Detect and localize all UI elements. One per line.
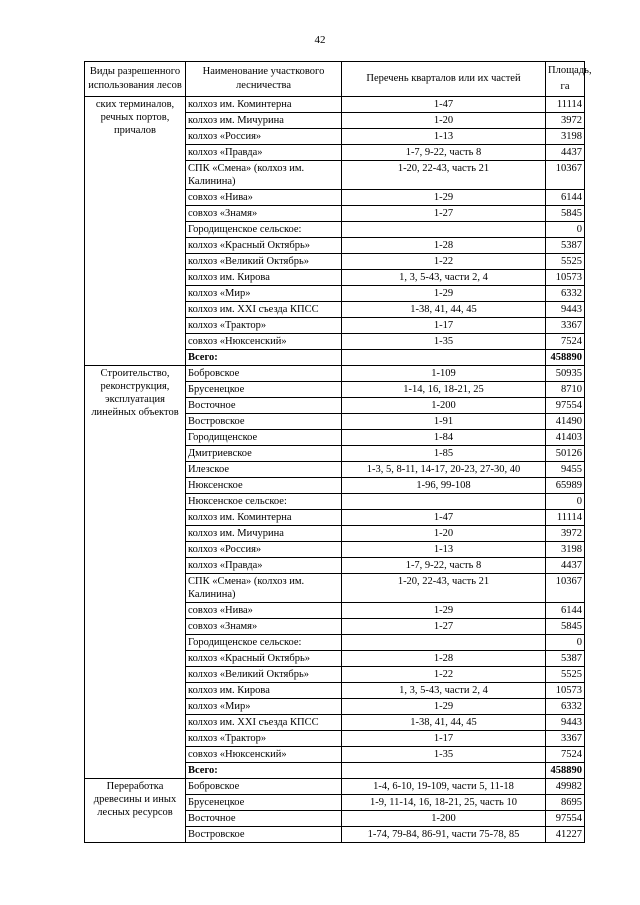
quarters-cell: 1-22 [342, 667, 546, 683]
area-cell: 10573 [546, 270, 585, 286]
area-cell: 3972 [546, 113, 585, 129]
header-area: Площадь, га [546, 62, 585, 97]
area-cell: 3198 [546, 542, 585, 558]
quarters-cell: 1-20 [342, 526, 546, 542]
forestry-cell: колхоз им. Кирова [186, 270, 342, 286]
forestry-cell: совхоз «Знамя» [186, 206, 342, 222]
area-cell: 97554 [546, 398, 585, 414]
quarters-cell: 1-28 [342, 651, 546, 667]
area-cell: 458890 [546, 763, 585, 779]
table-body [85, 97, 585, 843]
use-type-cell: Переработка древесины и иных лесных ресурсов [85, 779, 186, 843]
area-cell: 3198 [546, 129, 585, 145]
forestry-cell: колхоз «Великий Октябрь» [186, 254, 342, 270]
forestry-cell: колхоз «Россия» [186, 542, 342, 558]
forestry-cell: колхоз «Трактор» [186, 731, 342, 747]
area-cell: 5845 [546, 206, 585, 222]
header-forestry: Наименование участкового лесничества [186, 62, 342, 97]
header-quarters: Перечень кварталов или их частей [342, 62, 546, 97]
table-row [85, 779, 585, 795]
area-cell: 11114 [546, 97, 585, 113]
forestry-cell: Дмитриевское [186, 446, 342, 462]
area-cell: 5845 [546, 619, 585, 635]
area-cell: 9443 [546, 302, 585, 318]
use-type-cell: ских терминалов, речных портов, причалов [85, 97, 186, 366]
area-cell: 10573 [546, 683, 585, 699]
area-cell: 5525 [546, 254, 585, 270]
forestry-cell: колхоз им. Кирова [186, 683, 342, 699]
area-cell: 3367 [546, 318, 585, 334]
quarters-cell: 1-38, 41, 44, 45 [342, 302, 546, 318]
area-cell: 11114 [546, 510, 585, 526]
forestry-cell: колхоз «Трактор» [186, 318, 342, 334]
forestry-cell: Востровское [186, 827, 342, 843]
area-cell: 6144 [546, 603, 585, 619]
table-header-row [85, 62, 585, 97]
area-cell: 5525 [546, 667, 585, 683]
quarters-cell: 1-35 [342, 747, 546, 763]
forestry-cell: совхоз «Нюксенский» [186, 747, 342, 763]
forestry-cell: СПК «Смена» (колхоз им. Калинина) [186, 574, 342, 603]
forestry-cell: совхоз «Нива» [186, 190, 342, 206]
table-row [85, 366, 585, 382]
quarters-cell: 1-38, 41, 44, 45 [342, 715, 546, 731]
area-cell: 50935 [546, 366, 585, 382]
forestry-cell: колхоз «Великий Октябрь» [186, 667, 342, 683]
forestry-cell: Нюксенское сельское: [186, 494, 342, 510]
forestry-cell: колхоз им. XXI съезда КПСС [186, 302, 342, 318]
quarters-cell: 1-22 [342, 254, 546, 270]
forestry-cell: Восточное [186, 811, 342, 827]
quarters-cell: 1-14, 16, 18-21, 25 [342, 382, 546, 398]
quarters-cell: 1-84 [342, 430, 546, 446]
forestry-cell: Востровское [186, 414, 342, 430]
forestry-cell: Брусенецкое [186, 382, 342, 398]
area-cell: 49982 [546, 779, 585, 795]
forestry-cell: совхоз «Нива» [186, 603, 342, 619]
quarters-cell [342, 222, 546, 238]
area-cell: 9443 [546, 715, 585, 731]
quarters-cell: 1-27 [342, 206, 546, 222]
quarters-cell: 1-28 [342, 238, 546, 254]
quarters-cell: 1-4, 6-10, 19-109, части 5, 11-18 [342, 779, 546, 795]
area-cell: 65989 [546, 478, 585, 494]
quarters-cell: 1-47 [342, 97, 546, 113]
forest-use-table [84, 61, 592, 843]
quarters-cell: 1-29 [342, 286, 546, 302]
quarters-cell: 1-91 [342, 414, 546, 430]
quarters-cell: 1-200 [342, 398, 546, 414]
quarters-cell: 1-96, 99-108 [342, 478, 546, 494]
forestry-cell: колхоз «Мир» [186, 286, 342, 302]
forestry-cell: совхоз «Знамя» [186, 619, 342, 635]
forestry-cell: колхоз «Правда» [186, 145, 342, 161]
forestry-cell: колхоз им. Коминтерна [186, 510, 342, 526]
forestry-cell: Восточное [186, 398, 342, 414]
quarters-cell: 1-7, 9-22, часть 8 [342, 558, 546, 574]
forestry-cell: колхоз им. Мичурина [186, 526, 342, 542]
forestry-cell: колхоз «Красный Октябрь» [186, 238, 342, 254]
quarters-cell: 1-29 [342, 699, 546, 715]
area-cell: 7524 [546, 334, 585, 350]
quarters-cell: 1-27 [342, 619, 546, 635]
table-row [85, 97, 585, 113]
area-cell: 9455 [546, 462, 585, 478]
area-cell: 6332 [546, 286, 585, 302]
quarters-cell: 1-109 [342, 366, 546, 382]
quarters-cell: 1-200 [342, 811, 546, 827]
forestry-cell: колхоз «Красный Октябрь» [186, 651, 342, 667]
quarters-cell: 1-9, 11-14, 16, 18-21, 25, часть 10 [342, 795, 546, 811]
quarters-cell: 1-17 [342, 731, 546, 747]
forestry-cell: Брусенецкое [186, 795, 342, 811]
area-cell: 10367 [546, 161, 585, 190]
quarters-cell: 1, 3, 5-43, части 2, 4 [342, 683, 546, 699]
forestry-cell: совхоз «Нюксенский» [186, 334, 342, 350]
area-cell: 6332 [546, 699, 585, 715]
area-cell: 5387 [546, 651, 585, 667]
area-cell: 0 [546, 635, 585, 651]
area-cell: 97554 [546, 811, 585, 827]
area-cell: 3367 [546, 731, 585, 747]
forestry-cell: Городищенское [186, 430, 342, 446]
area-cell: 41403 [546, 430, 585, 446]
area-cell: 0 [546, 222, 585, 238]
forestry-cell: Всего: [186, 763, 342, 779]
quarters-cell: 1, 3, 5-43, части 2, 4 [342, 270, 546, 286]
forestry-cell: колхоз им. Мичурина [186, 113, 342, 129]
forestry-cell: Городищенское сельское: [186, 635, 342, 651]
area-cell: 0 [546, 494, 585, 510]
quarters-cell [342, 494, 546, 510]
quarters-cell [342, 763, 546, 779]
forestry-cell: Всего: [186, 350, 342, 366]
quarters-cell: 1-29 [342, 190, 546, 206]
forestry-cell: Нюксенское [186, 478, 342, 494]
quarters-cell: 1-20, 22-43, часть 21 [342, 161, 546, 190]
area-cell: 8710 [546, 382, 585, 398]
forestry-cell: СПК «Смена» (колхоз им. Калинина) [186, 161, 342, 190]
forestry-cell: колхоз «Мир» [186, 699, 342, 715]
area-cell: 4437 [546, 145, 585, 161]
area-cell: 5387 [546, 238, 585, 254]
quarters-cell: 1-85 [342, 446, 546, 462]
quarters-cell: 1-47 [342, 510, 546, 526]
quarters-cell: 1-74, 79-84, 86-91, части 75-78, 85 [342, 827, 546, 843]
quarters-cell: 1-7, 9-22, часть 8 [342, 145, 546, 161]
area-cell: 8695 [546, 795, 585, 811]
area-cell: 458890 [546, 350, 585, 366]
quarters-cell: 1-3, 5, 8-11, 14-17, 20-23, 27-30, 40 [342, 462, 546, 478]
forestry-cell: Илезское [186, 462, 342, 478]
area-cell: 41490 [546, 414, 585, 430]
forestry-cell: колхоз «Правда» [186, 558, 342, 574]
area-cell: 7524 [546, 747, 585, 763]
quarters-cell: 1-20, 22-43, часть 21 [342, 574, 546, 603]
quarters-cell: 1-20 [342, 113, 546, 129]
area-cell: 10367 [546, 574, 585, 603]
quarters-cell: 1-13 [342, 542, 546, 558]
forestry-cell: Бобровское [186, 366, 342, 382]
area-cell: 41227 [546, 827, 585, 843]
use-type-cell: Строительство, реконструкция, эксплуатация линейных объектов [85, 366, 186, 779]
area-cell: 4437 [546, 558, 585, 574]
forestry-cell: колхоз им. XXI съезда КПСС [186, 715, 342, 731]
quarters-cell [342, 350, 546, 366]
area-cell: 6144 [546, 190, 585, 206]
quarters-cell: 1-13 [342, 129, 546, 145]
forestry-cell: Городищенское сельское: [186, 222, 342, 238]
quarters-cell: 1-29 [342, 603, 546, 619]
forestry-cell: колхоз «Россия» [186, 129, 342, 145]
forestry-cell: Бобровское [186, 779, 342, 795]
quarters-cell [342, 635, 546, 651]
area-cell: 3972 [546, 526, 585, 542]
page-number: 42 [314, 34, 326, 46]
quarters-cell: 1-35 [342, 334, 546, 350]
area-cell: 50126 [546, 446, 585, 462]
quarters-cell: 1-17 [342, 318, 546, 334]
header-use-type: Виды разрешенного использования лесов [85, 62, 186, 97]
forestry-cell: колхоз им. Коминтерна [186, 97, 342, 113]
